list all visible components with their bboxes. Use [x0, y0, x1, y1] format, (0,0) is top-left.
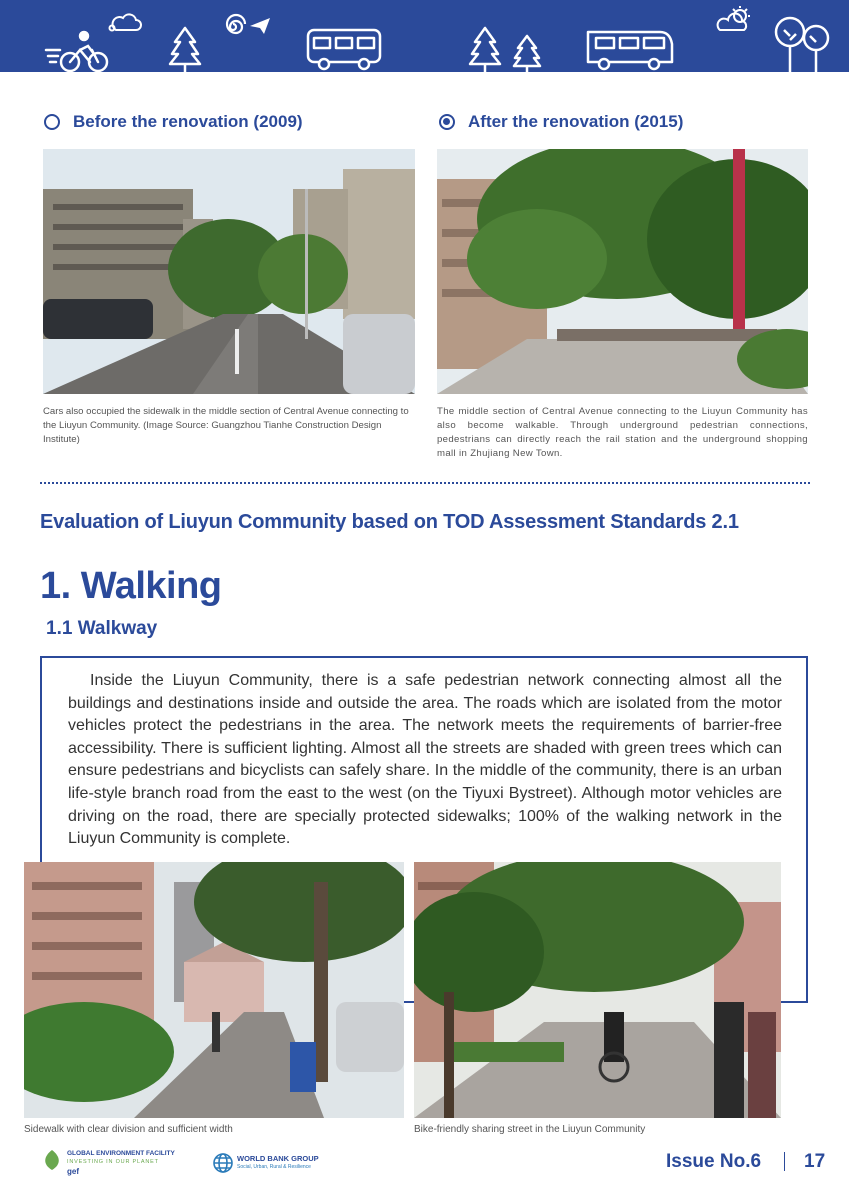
bus-icon	[584, 24, 676, 72]
after-heading-text: After the renovation (2015)	[468, 112, 684, 131]
before-photo	[43, 149, 415, 394]
before-heading	[44, 112, 303, 132]
sidewalk-caption: Sidewalk with clear division and sufficient width	[24, 1124, 233, 1135]
tree-icon	[770, 14, 832, 72]
after-heading	[439, 112, 683, 132]
sun-cloud-icon	[716, 4, 756, 34]
before-heading-text: Before the renovation (2009)	[73, 112, 303, 131]
after-caption: The middle section of Central Avenue connecting to the Liuyun Community has also become walkable. Through underground pedestrian connections, pedestrians can directly reach the rail station and the underground shopping mall in Zhujiang New Town.	[437, 406, 808, 459]
gef-name: GLOBAL ENVIRONMENT FACILITY	[67, 1149, 175, 1157]
cyclist-icon	[44, 28, 110, 72]
before-caption: Cars also occupied the sidewalk in the middle section of Central Avenue connecting to the Liuyun Community. (Image Source: Guangzhou Tianhe Construction Design Institute)	[43, 406, 409, 445]
gef-short: gef	[67, 1166, 79, 1176]
after-photo	[437, 149, 808, 394]
body-paragraph: Inside the Liuyun Community, there is a safe pedestrian network connecting almost all the buildings and destinations inside and outside the area. The roads which are isolated from the motor vehicles protect the pedestrians in the area. The network meets the requirements of barrier-free accessibility. There is sufficient lighting. Almost all the streets are shaded with green trees which can ensure pedestrians and bicyclists can safely share. In the middle of the community, there is an urban life-style branch road from the east to the west (on the Tiyuxi Bystreet). Although motor vehicles are driving on the road, there are specially protected sidewalks; 100% of the walking network in the Liuyun Community is complete.	[68, 672, 782, 848]
bus-icon	[304, 26, 384, 72]
circle-filled-icon	[439, 114, 455, 130]
wb-name: WORLD BANK GROUP	[237, 1154, 319, 1163]
section-title: 1. Walking	[40, 565, 222, 607]
header-banner	[0, 0, 849, 72]
bike-street-photo	[414, 862, 781, 1118]
sidewalk-photo	[24, 862, 404, 1118]
world-bank-logo	[212, 1152, 319, 1174]
spiral-icon	[218, 12, 248, 42]
tree-icon	[512, 34, 542, 72]
gef-tagline: INVESTING IN OUR PLANET	[67, 1158, 159, 1165]
bike-street-caption: Bike-friendly sharing street in the Liuyun Community	[414, 1124, 646, 1135]
cloud-icon	[108, 12, 142, 34]
issue-label: Issue No.6	[666, 1151, 762, 1172]
wb-tagline: Social, Urban, Rural & Resilience	[237, 1164, 311, 1170]
dotted-divider	[40, 482, 810, 484]
page-number: 17	[804, 1151, 826, 1172]
globe-icon	[212, 1152, 234, 1174]
evaluation-title: Evaluation of Liuyun Community based on TOD Assessment Standards 2.1	[40, 511, 739, 533]
footer-divider	[784, 1152, 785, 1171]
tree-icon	[468, 26, 502, 72]
tree-icon	[168, 26, 202, 72]
airplane-icon	[248, 16, 272, 36]
gef-logo	[40, 1148, 175, 1176]
subsection-title: 1.1 Walkway	[46, 618, 158, 639]
circle-outline-icon	[44, 114, 60, 130]
gef-leaf-icon	[40, 1148, 64, 1176]
